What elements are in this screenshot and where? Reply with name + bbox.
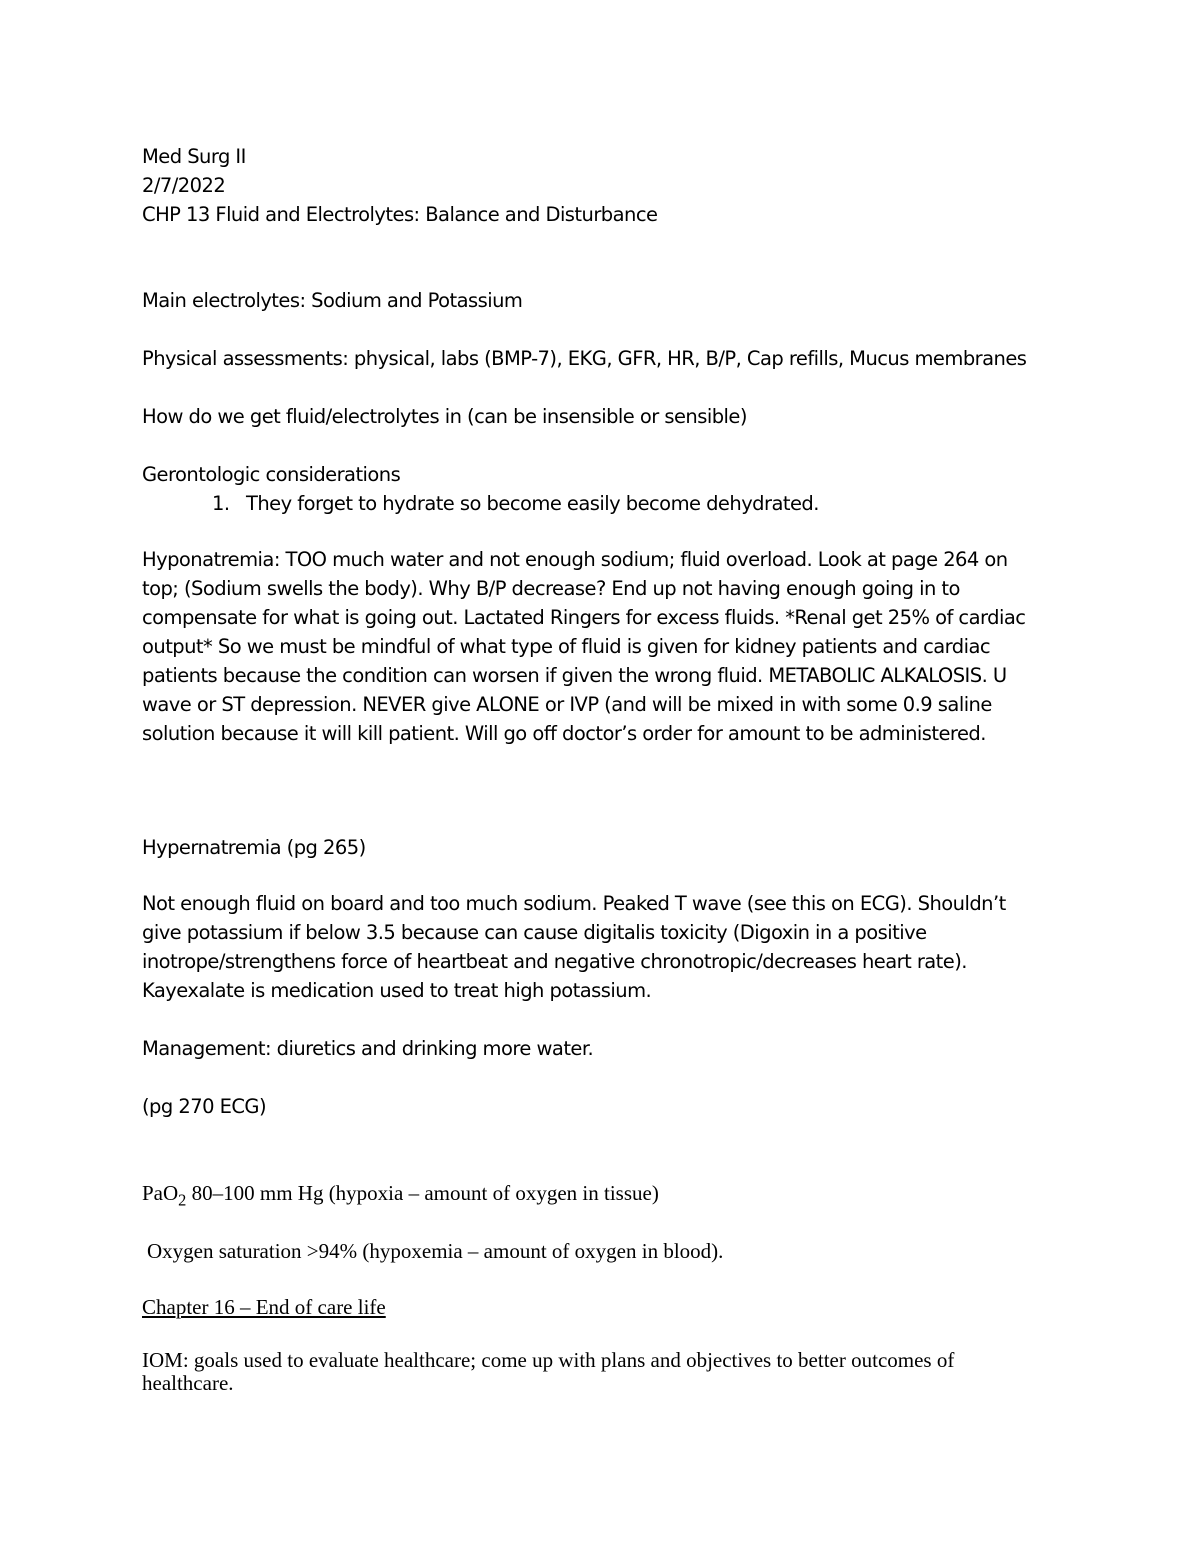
oxygen-saturation-line: Oxygen saturation >94% (hypoxemia – amount of oxygen in blood).	[147, 1239, 724, 1263]
pao2-range: 80–100 mm Hg (hypoxia – amount of oxygen in tissue)	[186, 1181, 659, 1205]
paragraph-line: wave or ST depression. NEVER give ALONE or IVP (and will be mixed in with some 0.9 saline	[142, 693, 992, 716]
list-item-number: 1.	[212, 492, 230, 515]
pao2-label: PaO	[142, 1181, 179, 1205]
paragraph-line: solution because it will kill patient. Will go off doctor’s order for amount to be administered.	[142, 722, 986, 745]
note-date: 2/7/2022	[142, 174, 226, 197]
course-title: Med Surg II	[142, 145, 246, 168]
chapter16-heading: Chapter 16 – End of care life	[142, 1295, 386, 1319]
gerontologic-heading: Gerontologic considerations	[142, 463, 401, 486]
hypernatremia-paragraph	[142, 889, 1006, 1005]
paragraph-line: output* So we must be mindful of what type of fluid is given for kidney patients and cardiac	[142, 635, 991, 658]
paragraph-line: healthcare.	[142, 1371, 234, 1395]
ecg-reference: (pg 270 ECG)	[142, 1095, 267, 1118]
paragraph-line: give potassium if below 3.5 because can cause digitalis toxicity (Digoxin in a positive	[142, 921, 927, 944]
fluid-intake-line: How do we get fluid/electrolytes in (can be insensible or sensible)	[142, 405, 747, 428]
paragraph-line: Kayexalate is medication used to treat high potassium.	[142, 979, 652, 1002]
pao2-subscript: 2	[178, 1190, 187, 1210]
hyponatremia-paragraph	[142, 545, 1025, 748]
list-item-text: They forget to hydrate so become easily become dehydrated.	[246, 492, 819, 515]
pao2-line	[142, 1180, 659, 1210]
paragraph-line: IOM: goals used to evaluate healthcare; come up with plans and objectives to better outcomes of	[142, 1348, 955, 1372]
main-electrolytes-line: Main electrolytes: Sodium and Potassium	[142, 289, 523, 312]
paragraph-line: Hyponatremia: TOO much water and not enough sodium; fluid overload. Look at page 264 on	[142, 548, 1008, 571]
hypernatremia-heading: Hypernatremia (pg 265)	[142, 836, 366, 859]
paragraph-line: top; (Sodium swells the body). Why B/P decrease? End up not having enough going in to	[142, 577, 960, 600]
paragraph-line: inotrope/strengthens force of heartbeat and negative chronotropic/decreases heart rate).	[142, 950, 967, 973]
paragraph-line: compensate for what is going out. Lactated Ringers for excess fluids. *Renal get 25% of cardiac	[142, 606, 1026, 629]
physical-assessments-line: Physical assessments: physical, labs (BMP-7), EKG, GFR, HR, B/P, Cap refills, Mucus membranes	[142, 347, 1027, 370]
paragraph-line: Not enough fluid on board and too much sodium. Peaked T wave (see this on ECG). Shouldn’t	[142, 892, 1006, 915]
paragraph-line: patients because the condition can worsen if given the wrong fluid. METABOLIC ALKALOSIS. U	[142, 664, 1007, 687]
iom-paragraph	[142, 1349, 954, 1395]
management-line: Management: diuretics and drinking more water.	[142, 1037, 594, 1060]
chapter-title: CHP 13 Fluid and Electrolytes: Balance and Disturbance	[142, 203, 658, 226]
